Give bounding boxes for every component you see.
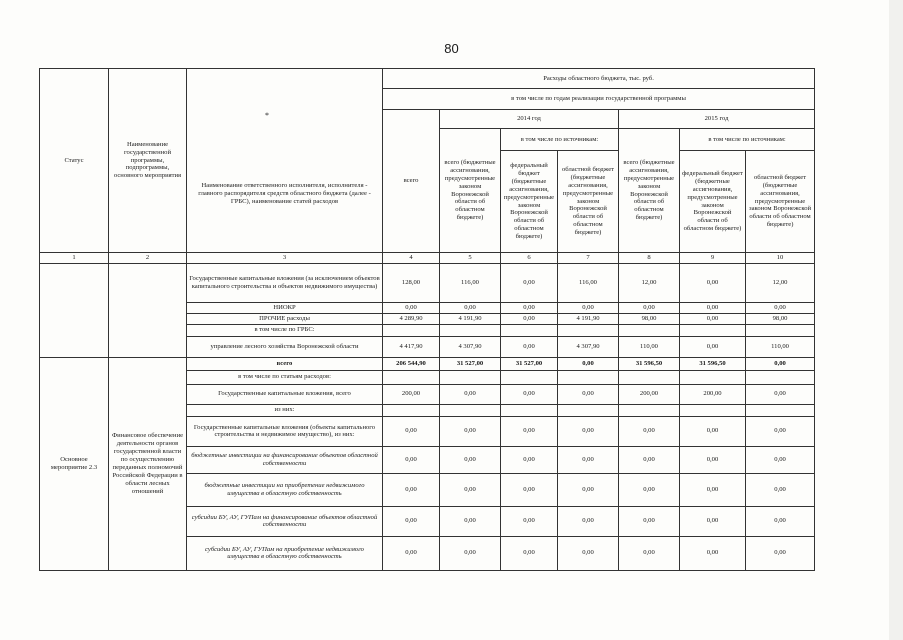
value-cell: 0,00: [383, 446, 440, 473]
value-cell: [680, 324, 746, 336]
value-cell: 4 307,90: [440, 336, 501, 357]
value-cell: 0,00: [680, 336, 746, 357]
value-cell: [619, 324, 680, 336]
row-label: всего: [187, 357, 383, 370]
value-cell: 0,00: [746, 473, 815, 506]
value-cell: 0,00: [619, 446, 680, 473]
value-cell: 0,00: [501, 302, 558, 313]
row-label: Государственные капитальные вложения (за исключением объектов капитального строительства и объектов недвижимого имущества): [187, 263, 383, 302]
value-cell: 0,00: [746, 506, 815, 536]
value-cell: 200,00: [383, 384, 440, 404]
value-cell: 0,00: [440, 384, 501, 404]
header-sources-2015: в том числе по источникам:: [680, 129, 815, 151]
budget-table: [39, 68, 815, 571]
value-cell: 0,00: [680, 263, 746, 302]
status-cell: [40, 263, 109, 357]
value-cell: 31 596,50: [680, 357, 746, 370]
header-total: всего: [383, 110, 440, 253]
row-label: субсидии БУ, АУ, ГУПам на финансирование объектов областной собственности: [187, 506, 383, 536]
column-number: 8: [619, 253, 680, 264]
footnote-mark: *: [265, 111, 269, 120]
column-number: 2: [109, 253, 187, 264]
value-cell: 0,00: [383, 506, 440, 536]
value-cell: 0,00: [558, 357, 619, 370]
value-cell: 116,00: [440, 263, 501, 302]
column-number: 1: [40, 253, 109, 264]
row-label: в том числе по статьям расходов:: [187, 370, 383, 384]
row-label: управление лесного хозяйства Воронежской области: [187, 336, 383, 357]
value-cell: [383, 404, 440, 416]
value-cell: [558, 404, 619, 416]
row-label: бюджетные инвестиции на финансирование объектов областной собственности: [187, 446, 383, 473]
value-cell: 0,00: [383, 536, 440, 570]
value-cell: [383, 324, 440, 336]
header-year-2015: 2015 год: [619, 110, 815, 129]
value-cell: 12,00: [746, 263, 815, 302]
value-cell: 0,00: [680, 446, 746, 473]
value-cell: 0,00: [501, 313, 558, 324]
row-label: из них:: [187, 404, 383, 416]
value-cell: 0,00: [501, 416, 558, 446]
value-cell: 0,00: [501, 506, 558, 536]
value-cell: [501, 324, 558, 336]
value-cell: 0,00: [440, 416, 501, 446]
value-cell: 0,00: [501, 473, 558, 506]
value-cell: [558, 324, 619, 336]
value-cell: [746, 370, 815, 384]
status-cell: Основное мероприятие 2.3: [40, 357, 109, 570]
value-cell: 0,00: [746, 446, 815, 473]
value-cell: 31 527,00: [440, 357, 501, 370]
value-cell: 206 544,90: [383, 357, 440, 370]
value-cell: 0,00: [440, 506, 501, 536]
row-label: в том числе по ГРБС:: [187, 324, 383, 336]
value-cell: 110,00: [746, 336, 815, 357]
header-regional-2015: областной бюджет (бюджетные ассигнования, предусмотренные законом Воронежской области об областном бюджете): [746, 151, 815, 253]
value-cell: 0,00: [501, 446, 558, 473]
value-cell: 31 527,00: [501, 357, 558, 370]
value-cell: 4 307,90: [558, 336, 619, 357]
value-cell: 0,00: [619, 506, 680, 536]
column-number: 7: [558, 253, 619, 264]
value-cell: 0,00: [680, 416, 746, 446]
header-expenses-title: Расходы областного бюджета, тыс. руб.: [383, 69, 815, 89]
name-cell: Финансовое обеспечение деятельности органов государственной власти по осуществлению переданных полномочий Российской Федерации в области лесных отношений: [109, 357, 187, 570]
value-cell: 0,00: [746, 536, 815, 570]
page-number: 80: [444, 41, 459, 56]
row-label: Государственные капитальные вложения, всего: [187, 384, 383, 404]
value-cell: 0,00: [680, 313, 746, 324]
row-label: Государственные капитальные вложения (объекты капитального строительства и недвижимое имущество), из них:: [187, 416, 383, 446]
value-cell: 0,00: [440, 473, 501, 506]
column-number: 5: [440, 253, 501, 264]
value-cell: 0,00: [746, 357, 815, 370]
value-cell: 4 191,90: [440, 313, 501, 324]
column-number: 3: [187, 253, 383, 264]
value-cell: [501, 404, 558, 416]
value-cell: 0,00: [619, 536, 680, 570]
value-cell: 0,00: [383, 302, 440, 313]
value-cell: 0,00: [501, 336, 558, 357]
column-number: 10: [746, 253, 815, 264]
value-cell: 0,00: [680, 536, 746, 570]
header-by-years: в том числе по годам реализации государственной программы: [383, 89, 815, 110]
value-cell: 0,00: [680, 473, 746, 506]
column-number: 4: [383, 253, 440, 264]
value-cell: 0,00: [501, 536, 558, 570]
value-cell: 4 289,90: [383, 313, 440, 324]
value-cell: 0,00: [440, 536, 501, 570]
value-cell: [440, 370, 501, 384]
column-number: 9: [680, 253, 746, 264]
row-label: бюджетные инвестиции на приобретение недвижимого имущества в областную собственность: [187, 473, 383, 506]
value-cell: 0,00: [680, 506, 746, 536]
value-cell: 0,00: [619, 302, 680, 313]
value-cell: 4 191,90: [558, 313, 619, 324]
value-cell: 0,00: [619, 416, 680, 446]
value-cell: 0,00: [746, 384, 815, 404]
value-cell: 0,00: [558, 384, 619, 404]
value-cell: [558, 370, 619, 384]
table-row: [40, 263, 815, 302]
header-status: Статус: [40, 69, 109, 253]
value-cell: 0,00: [440, 302, 501, 313]
value-cell: [619, 404, 680, 416]
header-total-2015: всего (бюджетные ассигнования, предусмотренные законом Воронежской области об областном бюджете): [619, 129, 680, 253]
value-cell: 0,00: [746, 416, 815, 446]
value-cell: [383, 370, 440, 384]
name-cell: [109, 263, 187, 357]
value-cell: 12,00: [619, 263, 680, 302]
value-cell: [746, 324, 815, 336]
value-cell: [680, 370, 746, 384]
value-cell: 200,00: [619, 384, 680, 404]
header-executor: Наименование ответственного исполнителя, исполнителя - главного распорядителя средств областного бюджета (далее - ГРБС), наименование статей расходов: [187, 69, 383, 253]
value-cell: 0,00: [558, 473, 619, 506]
column-number: 6: [501, 253, 558, 264]
value-cell: [440, 404, 501, 416]
table-row: [40, 357, 815, 370]
value-cell: 128,00: [383, 263, 440, 302]
value-cell: 0,00: [558, 536, 619, 570]
value-cell: 0,00: [680, 302, 746, 313]
value-cell: [680, 404, 746, 416]
value-cell: 200,00: [680, 384, 746, 404]
value-cell: 0,00: [383, 416, 440, 446]
scan-edge: [889, 0, 903, 640]
value-cell: 0,00: [501, 263, 558, 302]
value-cell: 0,00: [558, 416, 619, 446]
row-label: субсидии БУ, АУ, ГУПам на приобретение недвижимого имущества в областную собственность: [187, 536, 383, 570]
value-cell: 0,00: [501, 384, 558, 404]
header-total-2014: всего (бюджетные ассигнования, предусмотренные законом Воронежской области об областном бюджете): [440, 129, 501, 253]
value-cell: 98,00: [619, 313, 680, 324]
value-cell: 0,00: [558, 506, 619, 536]
value-cell: [619, 370, 680, 384]
value-cell: 0,00: [746, 302, 815, 313]
value-cell: 31 596,50: [619, 357, 680, 370]
header-sources-2014: в том числе по источникам:: [501, 129, 619, 151]
header-program-name: Наименование государственной программы, подпрограммы, основного мероприятия: [109, 69, 187, 253]
header-regional-2014: областной бюджет (бюджетные ассигнования, предусмотренные законом Воронежской области об областном бюджете): [558, 151, 619, 253]
value-cell: [746, 404, 815, 416]
value-cell: 0,00: [383, 473, 440, 506]
value-cell: 0,00: [558, 446, 619, 473]
row-label: ПРОЧИЕ расходы: [187, 313, 383, 324]
header-federal-2014: федеральный бюджет (бюджетные ассигнования, предусмотренные законом Воронежской области об областном бюджете): [501, 151, 558, 253]
row-label: НИОКР: [187, 302, 383, 313]
value-cell: 0,00: [558, 302, 619, 313]
value-cell: 0,00: [619, 473, 680, 506]
value-cell: 4 417,90: [383, 336, 440, 357]
value-cell: 116,00: [558, 263, 619, 302]
header-year-2014: 2014 год: [440, 110, 619, 129]
value-cell: 98,00: [746, 313, 815, 324]
value-cell: [501, 370, 558, 384]
value-cell: 110,00: [619, 336, 680, 357]
value-cell: [440, 324, 501, 336]
header-federal-2015: федеральный бюджет (бюджетные ассигнования, предусмотренные законом Воронежской области об областном бюджете): [680, 151, 746, 253]
value-cell: 0,00: [440, 446, 501, 473]
